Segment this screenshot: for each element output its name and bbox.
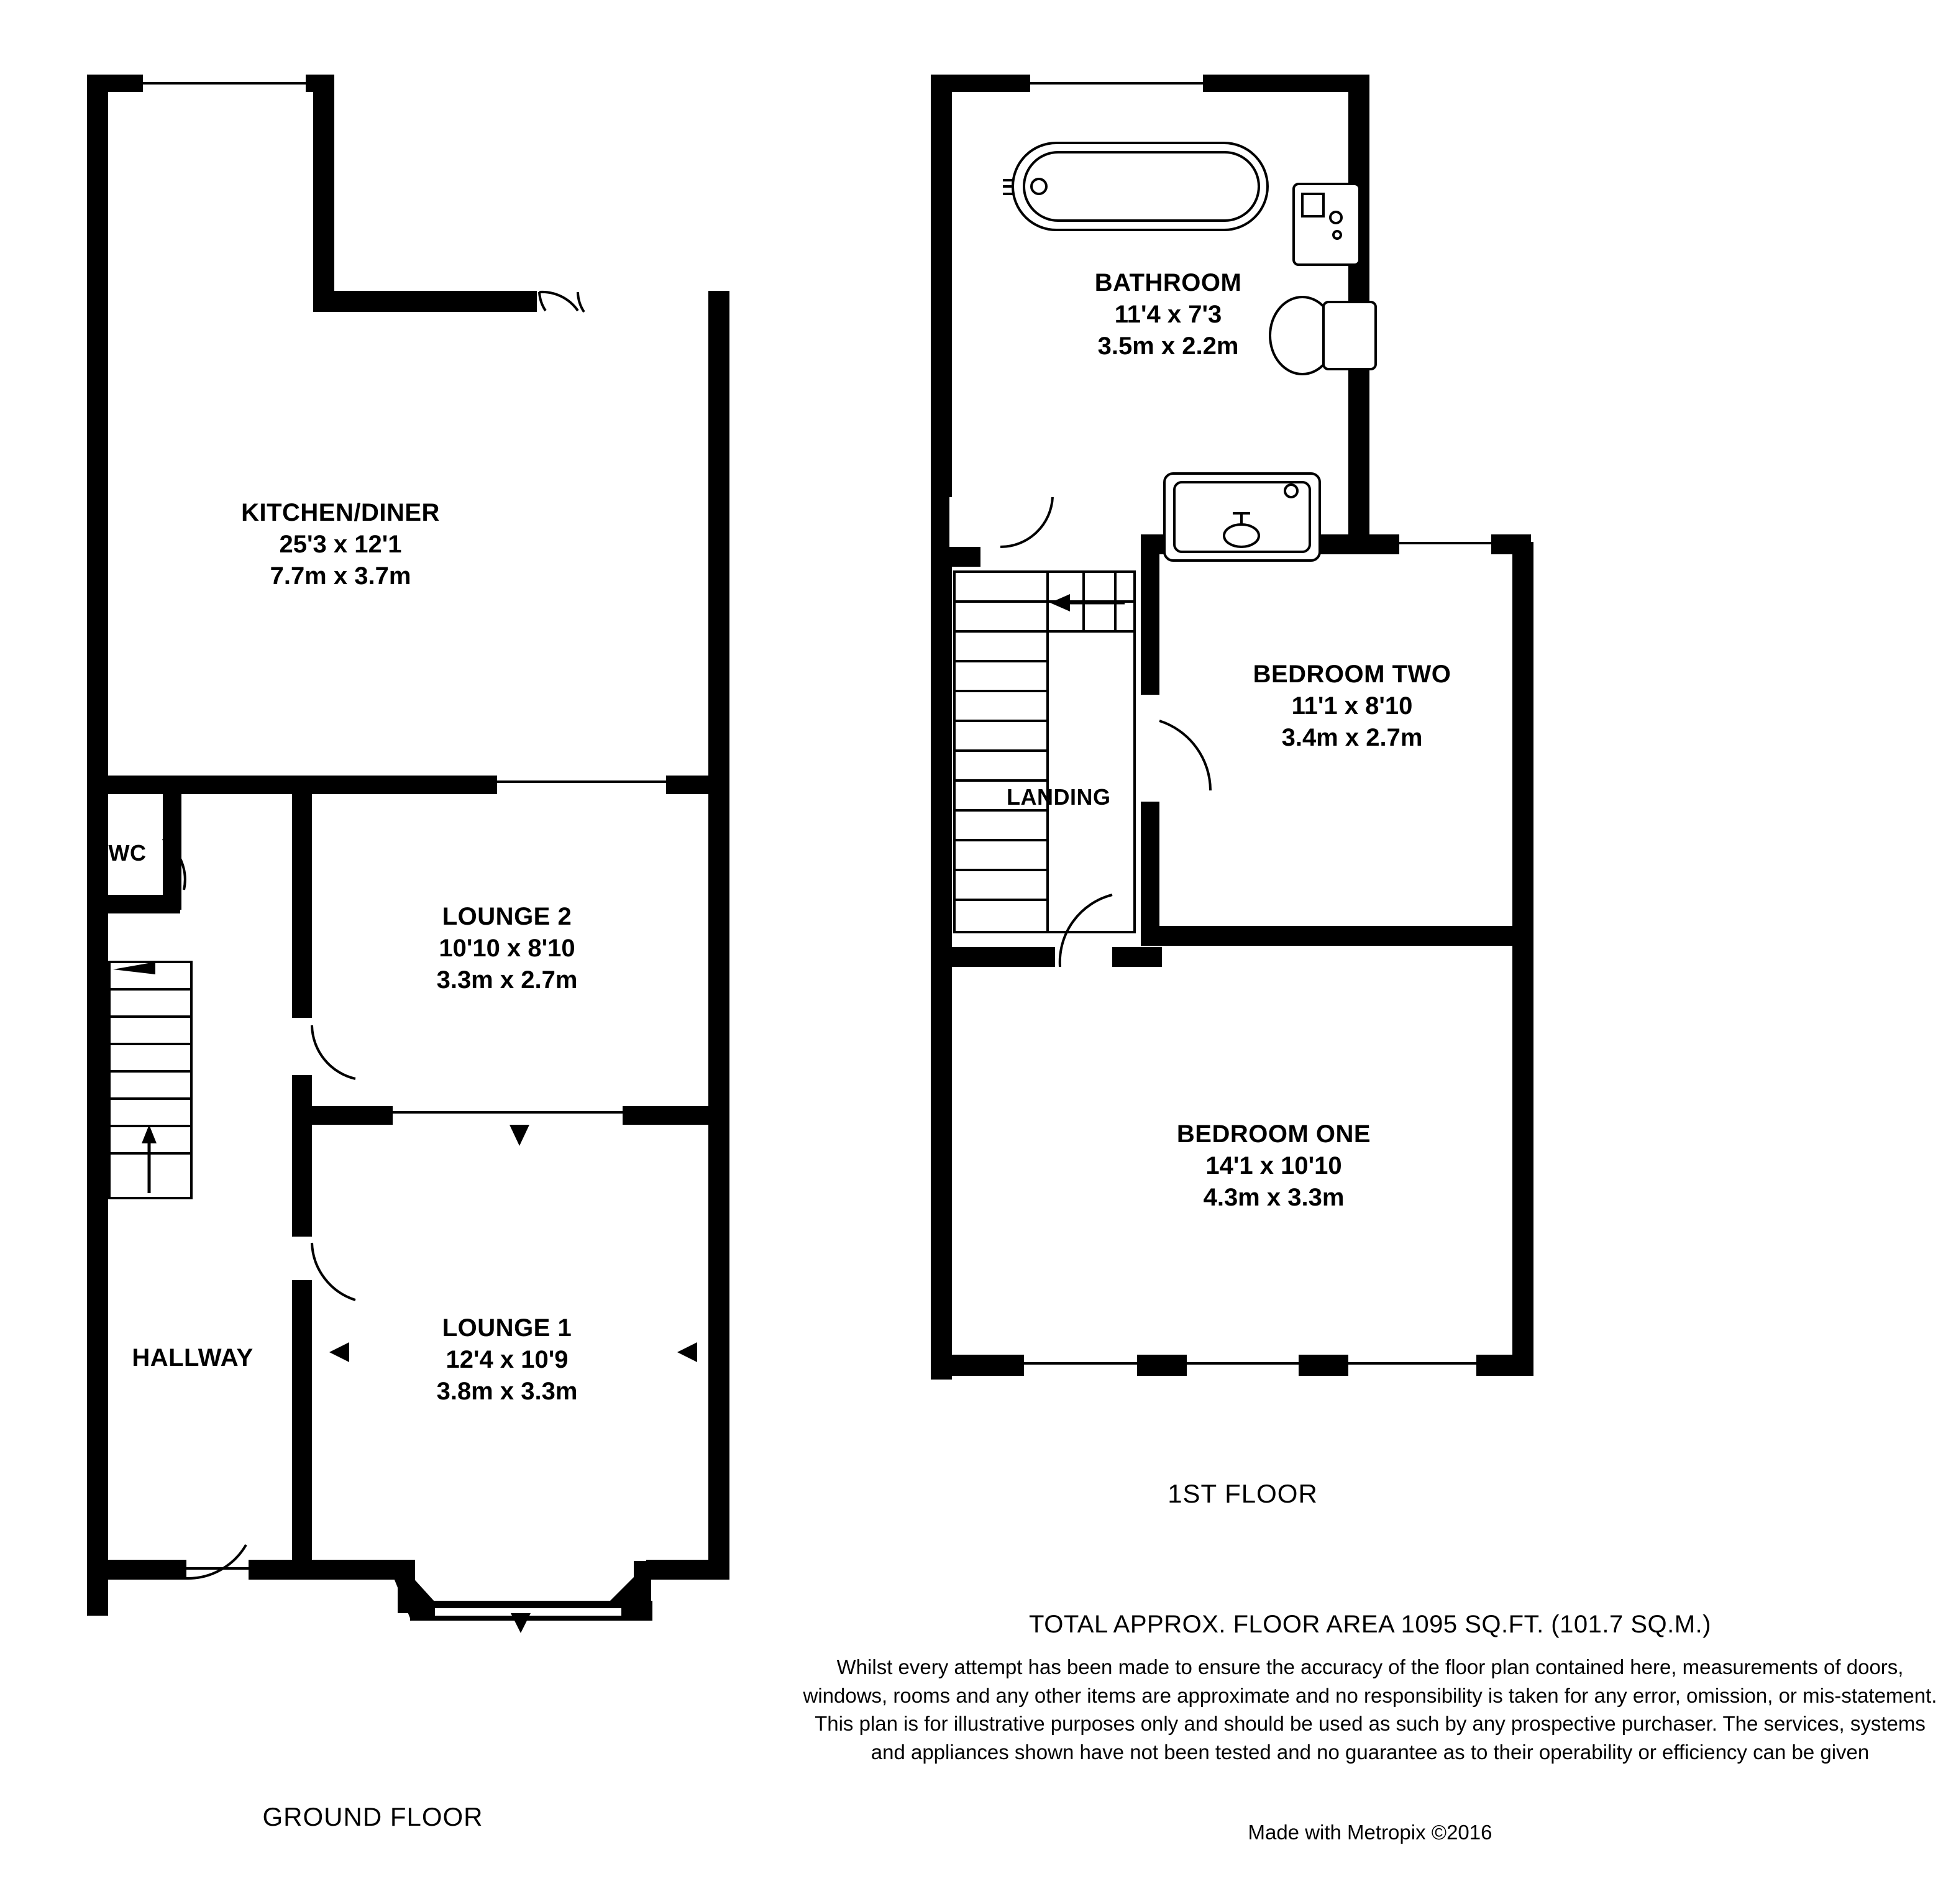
room-dim-imperial: 11'1 x 8'10: [1291, 692, 1413, 720]
room-name: LOUNGE 1: [442, 1314, 572, 1342]
room-dim-imperial: 12'4 x 10'9: [446, 1346, 569, 1374]
floor-title-first: 1ST FLOOR: [1168, 1479, 1318, 1508]
room-dim-imperial: 11'4 x 7'3: [1114, 301, 1222, 329]
room-dim-metric: 3.4m x 2.7m: [1281, 724, 1423, 752]
room-label-bedroom-one: [1056, 1119, 1491, 1214]
room-dim-metric: 3.5m x 2.2m: [1097, 332, 1239, 360]
room-label-lounge-2: [358, 901, 656, 997]
room-label-kitchen-diner: [148, 497, 533, 593]
first-floor-stairs: [954, 572, 1135, 932]
room-name: BEDROOM TWO: [1253, 661, 1451, 688]
room-dim-imperial: 14'1 x 10'10: [1205, 1152, 1342, 1180]
room-label-bathroom: [969, 267, 1367, 363]
room-name: BEDROOM ONE: [1176, 1120, 1371, 1148]
room-label-wc: [81, 839, 174, 867]
room-dim-imperial: 10'10 x 8'10: [439, 935, 575, 963]
room-dim-metric: 3.8m x 3.3m: [436, 1378, 578, 1406]
room-label-lounge-1: [358, 1312, 656, 1408]
room-dim-metric: 4.3m x 3.3m: [1203, 1184, 1345, 1212]
room-label-landing: [1007, 783, 1230, 812]
room-name: WC: [108, 840, 147, 866]
room-name: BATHROOM: [1094, 269, 1242, 296]
room-dim-metric: 3.3m x 2.7m: [436, 966, 578, 994]
room-label-hallway: [93, 1342, 292, 1374]
total-floor-area: TOTAL APPROX. FLOOR AREA 1095 SQ.FT. (101.7 SQ.M.): [1029, 1611, 1711, 1638]
credit-text: Made with Metropix ©2016: [1248, 1821, 1492, 1844]
room-label-bedroom-two: [1166, 659, 1538, 754]
disclaimer-text: Whilst every attempt has been made to ensure the accuracy of the floor plan contained here, measurements of doors, windows, rooms and any other items are approximate and no responsibility is taken for any error, omission, or mis-statement. This plan is for illustrative purposes only and should be used as such by any prospective purchaser. The services, systems and appliances shown have not been tested and no guarantee as to their operability or efficiency can be given: [803, 1655, 1937, 1764]
ground-floor-stairs: [109, 962, 191, 1198]
floor-title-ground: GROUND FLOOR: [262, 1802, 483, 1831]
room-name: KITCHEN/DINER: [241, 499, 440, 526]
room-dim-metric: 7.7m x 3.7m: [270, 562, 411, 590]
room-name: LANDING: [1007, 784, 1111, 810]
room-name: LOUNGE 2: [442, 903, 572, 930]
room-name: HALLWAY: [132, 1344, 254, 1371]
room-dim-imperial: 25'3 x 12'1: [279, 531, 402, 559]
